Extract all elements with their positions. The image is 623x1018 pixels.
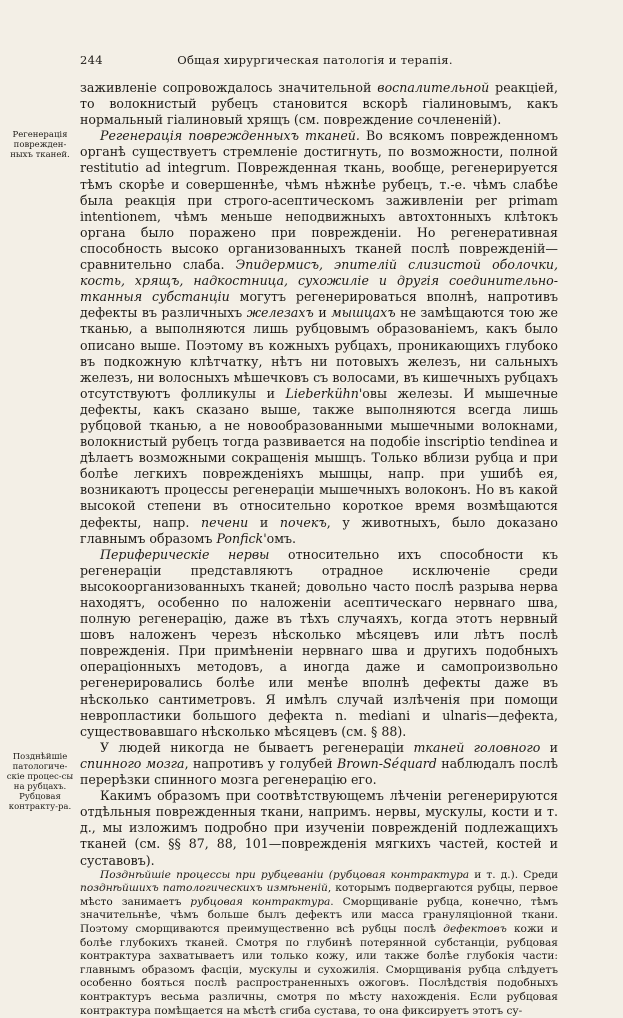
italic-run: Brown-Séquard [336,755,437,771]
text-run: , напротивъ у голубей [184,755,337,771]
italic-run: Регенерація поврежденныхъ тканей. [100,128,360,144]
paragraph-scar-contracture [80,869,558,1018]
margin-note-late-processes: Позднѣйшіе патологиче-скіе процес-сы на рубцахъ. Рубцовая контракту-ра. [6,752,74,812]
italic-run: печени [200,514,249,530]
paragraph-continuation [80,80,558,128]
running-title: Общая хирургическая патологія и терапія. [177,53,453,67]
page-number: 244 [80,53,103,67]
text-run: реакціей, то волокнистый рубецъ становится вскорѣ гіалиновымъ, какъ нормальный гіалиновый хрящъ (см. повреждение сочлененій). [80,80,559,128]
italic-run: воспалительной [377,80,490,95]
page-header [80,53,550,69]
italic-run: Позднѣйшіе процессы при рубцеваніи (рубцовая контрактура [100,868,470,881]
text-run: , у животныхъ, было доказано главнымъ образомъ [80,514,558,546]
italic-run: спинного мозга [80,755,185,771]
paragraph-regeneration [80,128,558,546]
italic-run: рубцовая контрактура [190,895,331,908]
italic-run: мышцахъ [331,305,396,321]
text-run: У людей никогда не бываетъ регенераціи [100,739,414,755]
text-run: Какимъ образомъ при соотвѣтствующемъ лѣченіи регенерируются отдѣльныя поврежденныя ткани, напримъ. нервы, мускулы, кости и т. д., мы изложимъ подробно при изученіи поврежденій подлежащихъ тканей (см. §§ 87, 88, 101—поврежденія мягкихъ частей, костей и суставовъ). [80,788,558,868]
italic-run: дефектовъ [443,922,507,935]
text-run: относительно ихъ способности къ регенераціи представляютъ отрадное исключеніе среди высокоорганизованныхъ тканей; довольно часто послѣ разрыва нерва находятъ, особенно по наложеніи асептическаго нервнаго шва, полную регенерацію, даже въ тѣхъ случаяхъ, когда этотъ нервный шовъ наложенъ черезъ нѣсколько мѣсяцевъ или лѣтъ послѣ поврежденія. При примѣненіи нервнаго шва и другихъ подобныхъ операціонныхъ методовъ, а иногда даже и самопроизвольно регенерировались болѣе или менѣе вполнѣ дефекты даже въ нѣсколько сантиметровъ. Я имѣлъ случай излѣченія при помощи невропластики большого дефекта n. mediani и ulnaris—дефекта, существовавшаго нѣсколько мѣсяцевъ (см. § 88). [80,546,558,739]
paragraph-brain-spinal-cord [80,740,558,788]
italic-run: Lieberkühn [285,385,359,401]
text-run: могутъ регенерироваться вполнѣ, напротивъ дефекты въ различныхъ [80,289,558,321]
text-run: наблюдалъ послѣ перерѣзки спинного мозга регенерацію его. [80,755,558,788]
text-run: и [540,739,558,755]
italic-run: почекъ [279,514,327,530]
text-run: , которымъ подвергаются рубцы, первое мѣсто занимаетъ [80,882,558,908]
paragraph-peripheral-nerves [80,547,558,740]
italic-run: Периферическіе нервы [100,546,270,562]
text-run: кожи и болѣе глубокихъ тканей. Смотря по глубинѣ потерянной субстанціи, рубцовая контрактура захватываетъ или только кожу, или также болѣе глубокія части: главнымъ образомъ фасціи, мускулы и сухожилія. Сморщиванія рубца слѣдуетъ особенно бояться послѣ распространенныхъ ожоговъ. Послѣдствія подобныхъ контрактуръ весьма различны, смотря по мѣсту нахожденія. Если рубцовая контрактура помѣщается на мѣстѣ сгиба сустава, то она фиксируетъ этотъ су- [80,922,558,1017]
margin-note-regeneration: Регенерація поврежден-ныхъ тканей. [10,130,70,160]
body-text [80,80,558,1018]
text-run: 'омъ. [263,530,297,546]
italic-run: позднѣйшихъ патологическихъ измѣненій [80,882,328,895]
text-run: и т. д.). Среди [469,868,559,881]
italic-run: тканей головного [413,739,541,755]
text-run: и [313,305,332,321]
text-run: заживленіе сопровождалось значительной [80,80,378,95]
text-run: 'овы железы. И мышечные дефекты, какъ сказано выше, также выполняются всегда лишь рубцовой тканью, а не новообразованными мышечными волокнами, волокнистый рубецъ тогда развивается на подобіе inscriptio tendinea и дѣлаетъ возможными сокращенія мышцъ. Только вблизи рубца и при болѣе легкихъ поврежденіяхъ мышцы, напр. при ушибѣ ея, возникаютъ процессы регенераціи мышечныхъ волоконъ. Но въ какой высокой степени въ относительно короткое время возмѣщаются дефекты, напр. [80,385,558,530]
italic-run: Ponfick [216,530,264,546]
italic-run: Эпидермисъ, эпителій слизистой оболочки, кость, хрящъ, надкостница, сухожиліе и другія соединительно-тканныя субстанціи [80,257,559,305]
italic-run: железахъ [246,305,314,321]
text-run: . Сморщиваніе рубца, конечно, тѣмъ значительнѣе, чѣмъ больше былъ дефектъ или масса грануляціонной ткани. Поэтому сморщиваются преимущественно всѣ рубцы послѣ [80,895,558,935]
text-run: и [248,514,280,530]
paragraph-treatment-reference [80,788,558,868]
text-run: Во всякомъ поврежденномъ органѣ существуетъ стремленіе достигнуть, по возможности, полной restitutio ad integrum. Поврежденная ткань, вообще, регенерируется тѣмъ скорѣе и совершеннѣе, чѣмъ нѣжнѣе рубецъ, т.-е. чѣмъ слабѣе была реакція при строго-асептическомъ заживленіи per primam intentionem, чѣмъ меньше неподвижныхъ автохтонныхъ клѣтокъ органа было поражено при поврежденіи. Но регенеративная способность высоко организованныхъ тканей послѣ поврежденій—сравнительно слаба. [80,128,558,273]
text-run: не замѣщаются тою же тканью, а выполняются лишь рубцовымъ образованіемъ, какъ было описано выше. Поэтому въ кожныхъ рубцахъ, проникающихъ глубоко въ подкожную клѣтчатку, нѣтъ ни потовыхъ железъ, ни сальныхъ железъ, ни волосныхъ мѣшечковъ съ волосами, въ кишечныхъ рубцахъ отсутствуютъ фолликулы и [80,305,559,401]
